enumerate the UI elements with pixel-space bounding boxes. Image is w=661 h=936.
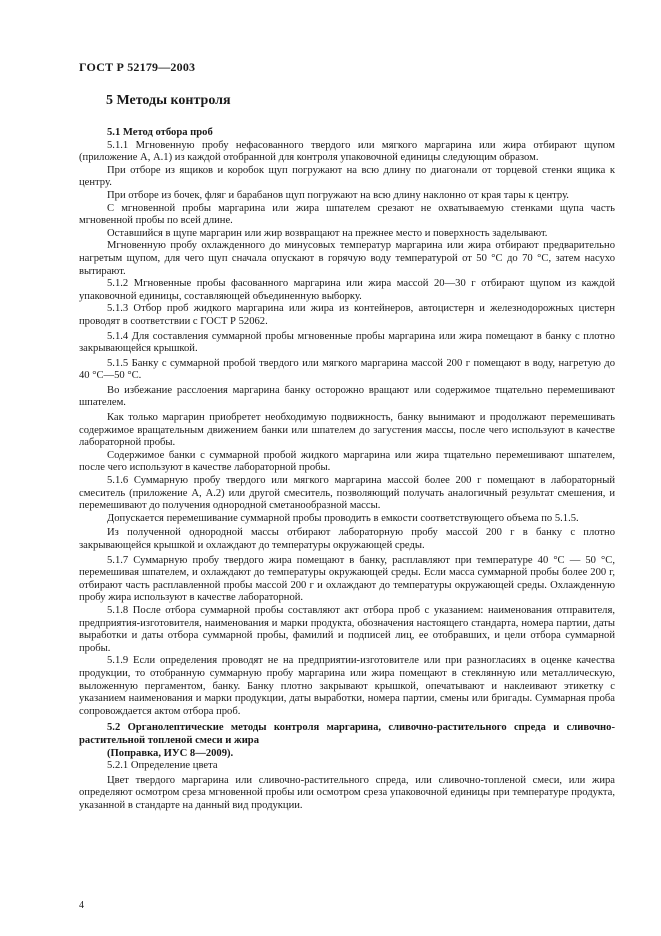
subsection-heading: 5.2 Органолептические методы контроля маргарина, сливочно-растительного спреда и сливочно-растительной топленой смеси и жира: [79, 722, 615, 746]
paragraph: Цвет твердого маргарина или сливочно-растительного спреда, или сливочно-топленой смеси, или жира определяют осмотром среза мгновенной пробы или осмотром среза упаковочной единицы при температуре продукта, указанной в стандарте на данный вид продукции.: [79, 774, 615, 811]
paragraph: Как только маргарин приобретет необходимую подвижность, банку вынимают и продолжают перемешивать содержимое вращательным движением банки или шпателем до загустения массы, после чего используют в качестве лабораторной пробы.: [79, 412, 615, 449]
paragraph: Содержимое банки с суммарной пробой жидкого маргарина или жира тщательно перемешивают шпателем, после чего используют в качестве лабораторной пробы.: [79, 449, 615, 474]
paragraph: Во избежание расслоения маргарина банку осторожно вращают или содержимое тщательно перемешивают шпателем.: [79, 384, 615, 409]
paragraph: 5.1.2 Мгновенные пробы фасованного маргарина или жира массой 20—30 г отбирают щупом из каждой упаковочной единицы, составляющей объединенную выборку.: [79, 278, 615, 302]
paragraph: Из полученной однородной массы отбирают лабораторную пробу массой 200 г в банку с плотно закрывающейся крышкой и охлаждают до температуры окружающей среды.: [79, 527, 615, 551]
paragraph: 5.1.6 Суммарную пробу твердого или мягкого маргарина массой более 200 г помещают в лабораторный смеситель (приложение А, А.2) или другой смеситель, позволяющий получать аналогичный результат смешения, и перемешивают до получения однородной сметанообразной массы.: [79, 475, 615, 512]
body-text: [79, 125, 615, 812]
paragraph: При отборе из бочек, фляг и барабанов щуп погружают на всю длину наклонно от края тары к центру.: [107, 189, 569, 201]
paragraph: Допускается перемешивание суммарной пробы проводить в емкости соответствующего объема по 5.1.5.: [107, 512, 579, 524]
paragraph: 5.1.3 Отбор проб жидкого маргарина или жира из контейнеров, автоцистерн и железнодорожных цистерн проводят в соответствии с ГОСТ Р 52062.: [79, 303, 615, 327]
paragraph: 5.1.8 После отбора суммарной пробы составляют акт отбора проб с указанием: наименования отправителя, предприятия-изготовителя, наименования и марки продукта, обозначения настоящего стандарта, номера партии, даты выработки и даты отбора суммарной пробы, фамилий и подписей лиц, ее отобравших, и цели отбора суммарной пробы.: [79, 604, 615, 654]
subsection-heading: 5.2.1 Определение цвета: [107, 760, 218, 772]
paragraph: 5.1.5 Банку с суммарной пробой твердого или мягкого маргарина массой 200 г помещают в воду, нагретую до 40 °С—50 °С.: [79, 357, 615, 382]
paragraph: 5.1.4 Для составления суммарной пробы мгновенные пробы маргарина или жира помещают в банку с плотно закрывающейся крышкой.: [79, 330, 615, 355]
paragraph: При отборе из ящиков и коробок щуп погружают на всю длину по диагонали от торцевой стенки ящика к центру.: [79, 164, 615, 189]
paragraph: 5.1.1 Мгновенную пробу нефасованного твердого или мягкого маргарина или жира отбирают щупом (приложение А, А.1) из каждой отобранной для контроля упаковочной единицы следующим образом.: [79, 139, 615, 164]
paragraph: Мгновенную пробу охлажденного до минусовых температур маргарина или жира отбирают предварительно нагретым щупом, для чего щуп сначала опускают в горячую воду температурой от 50 °С до 70 °С, затем насухо вытирают.: [79, 240, 615, 277]
section-title: 5 Методы контроля: [106, 93, 231, 108]
document-header: ГОСТ Р 52179—2003: [79, 60, 196, 74]
paragraph: 5.1.7 Суммарную пробу твердого жира помещают в банку, расплавляют при температуре 40 °С — 50 °С, перемешивая шпателем, и охлаждают до температуры окружающей среды. Если масса суммарной пробы более 200 г, отбирают часть расплавленной пробы массой 200 г и охлаждают до температуры окружающей среды. Охлажденную пробу жира используют в качестве лабораторной.: [79, 554, 615, 604]
page-number: 4: [79, 900, 84, 911]
paragraph: С мгновенной пробы маргарина или жира шпателем срезают не охватываемую стенками щупа часть мгновенной пробы по всей длине.: [79, 202, 615, 227]
paragraph: Оставшийся в щупе маргарин или жир возвращают на прежнее место и поверхность заделывают.: [107, 227, 548, 239]
subsection-heading: 5.1 Метод отбора проб: [107, 127, 213, 138]
amendment-note: (Поправка, ИУС 8—2009).: [107, 747, 234, 759]
paragraph: 5.1.9 Если определения проводят не на предприятии-изготовителе или при разногласиях в оценке качества продукции, то отобранную суммарную пробу маргарина или жира помещают в стеклянную или металлическую, выложенную пергаментом, банку. Банку плотно закрывают крышкой, опечатывают и наклеивают этикетку с указанием наименования и марки продукции, даты выработки, номера партии, смены или бригады. Суммарная проба сопровождается актом отбора проб.: [79, 655, 615, 717]
